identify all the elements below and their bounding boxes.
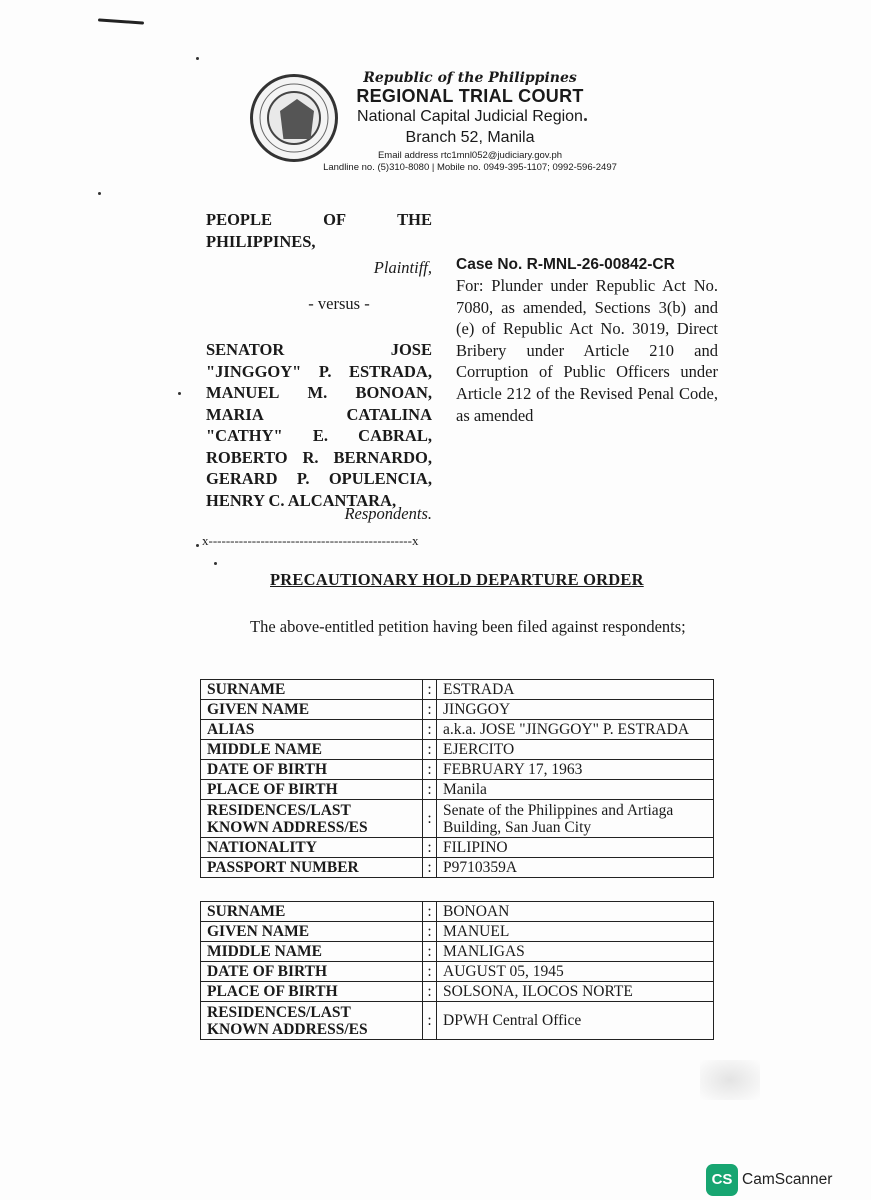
- row-label: GIVEN NAME: [201, 700, 423, 720]
- respondent-last-line: HENRY C. ALCANTARA,: [206, 490, 397, 510]
- header-region: National Capital Judicial Region: [357, 108, 583, 125]
- respondent-line: [206, 382, 432, 404]
- row-value: DPWH Central Office: [437, 1002, 714, 1040]
- row-label: DATE OF BIRTH: [201, 760, 423, 780]
- plaintiff-name: [206, 210, 432, 252]
- row-separator: :: [423, 780, 437, 800]
- row-value: AUGUST 05, 1945: [437, 962, 714, 982]
- respondent-word: P.: [318, 361, 332, 381]
- respondent-lines: [206, 339, 432, 490]
- row-separator: :: [423, 1002, 437, 1040]
- row-label: MIDDLE NAME: [201, 942, 423, 962]
- row-separator: :: [423, 858, 437, 878]
- header-phones: Landline no. (5)310-8080 | Mobile no. 0949-395-1107; 0992-596-2497: [323, 162, 617, 173]
- respondent-word: CATALINA: [346, 404, 432, 424]
- row-value: MANLIGAS: [437, 942, 714, 962]
- header-court-name: REGIONAL TRIAL COURT: [356, 86, 584, 106]
- row-label: DATE OF BIRTH: [201, 962, 423, 982]
- table-row: [201, 858, 714, 878]
- row-label: SURNAME: [201, 680, 423, 700]
- row-label: MIDDLE NAME: [201, 740, 423, 760]
- scan-speck: [178, 392, 181, 395]
- scan-speck: [214, 562, 217, 565]
- row-separator: :: [423, 962, 437, 982]
- versus-label: - versus -: [308, 294, 370, 313]
- row-separator: :: [423, 720, 437, 740]
- table-row: [201, 740, 714, 760]
- row-label: RESIDENCES/LAST KNOWN ADDRESS/ES: [201, 1002, 423, 1040]
- caption-separator: x-----------------------------------------------x: [202, 533, 419, 548]
- respondent-line: [206, 361, 432, 383]
- row-separator: :: [423, 982, 437, 1002]
- row-value: BONOAN: [437, 902, 714, 922]
- row-label: PASSPORT NUMBER: [201, 858, 423, 878]
- row-separator: :: [423, 800, 437, 838]
- order-intro-text: The above-entitled petition having been filed against respondents;: [250, 617, 686, 636]
- respondent-line: [206, 425, 432, 447]
- row-value: P9710359A: [437, 858, 714, 878]
- row-separator: :: [423, 838, 437, 858]
- table-row: [201, 982, 714, 1002]
- respondent-word: M.: [307, 383, 328, 402]
- plaintiff-role: Plaintiff,: [373, 258, 432, 277]
- row-label: PLACE OF BIRTH: [201, 780, 423, 800]
- respondent-word: MARIA: [206, 404, 264, 424]
- respondent-word: "JINGGOY": [206, 361, 302, 381]
- respondent-line: [206, 339, 432, 361]
- row-value: a.k.a. JOSE "JINGGOY" P. ESTRADA: [437, 720, 714, 740]
- row-separator: :: [423, 740, 437, 760]
- row-label: ALIAS: [201, 720, 423, 740]
- row-label: PLACE OF BIRTH: [201, 982, 423, 1002]
- respondent-word: SENATOR: [206, 340, 285, 359]
- scan-smudge: [700, 1060, 760, 1100]
- plaintiff-word: THE: [397, 210, 432, 229]
- respondent-word: R.: [302, 447, 319, 467]
- respondents-names: [206, 339, 432, 511]
- respondents-role: Respondents.: [344, 504, 432, 523]
- table-row: [201, 780, 714, 800]
- scan-speck: [98, 192, 101, 195]
- row-label: NATIONALITY: [201, 838, 423, 858]
- scan-speck: [196, 57, 199, 60]
- camscanner-text: CamScanner: [742, 1171, 833, 1188]
- table-row: [201, 720, 714, 740]
- row-label: SURNAME: [201, 902, 423, 922]
- row-value: ESTRADA: [437, 680, 714, 700]
- case-number: Case No. R-MNL-26-00842-CR: [456, 256, 675, 273]
- plaintiff-word: OF: [323, 210, 347, 229]
- respondent-line: [206, 468, 432, 490]
- plaintiff-line-1: [206, 210, 432, 230]
- table-row: [201, 760, 714, 780]
- row-separator: :: [423, 700, 437, 720]
- header-republic: Republic of the Philippines: [363, 70, 577, 86]
- respondent-word: P.: [296, 469, 310, 488]
- row-value: Manila: [437, 780, 714, 800]
- respondent-word: JOSE: [390, 340, 432, 359]
- respondent-word: ROBERTO: [206, 447, 288, 467]
- plaintiff-word: PEOPLE: [206, 210, 273, 229]
- row-separator: :: [423, 942, 437, 962]
- header-email: Email address rtc1mnl052@judiciary.gov.ph: [377, 150, 563, 161]
- respondent-line: [206, 404, 432, 426]
- table-row: [201, 902, 714, 922]
- row-value: FILIPINO: [437, 838, 714, 858]
- row-separator: :: [423, 902, 437, 922]
- court-seal: [250, 74, 338, 162]
- row-label: RESIDENCES/LAST KNOWN ADDRESS/ES: [201, 800, 423, 838]
- case-charges: For: Plunder under Republic Act No. 7080, as amended, Sections 3(b) and (e) of Republic Act No. 3019, Direct Bribery under Article 210 and Corruption of Public Officers under Article 212 of the Revised Penal Code, as amended: [456, 276, 718, 425]
- respondent-word: CABRAL,: [358, 426, 432, 445]
- row-separator: :: [423, 922, 437, 942]
- respondent-table-bonoan: [200, 901, 714, 1040]
- order-intro: [206, 616, 716, 638]
- table-row: [201, 942, 714, 962]
- row-value: FEBRUARY 17, 1963: [437, 760, 714, 780]
- row-value: JINGGOY: [437, 700, 714, 720]
- table-row: [201, 700, 714, 720]
- row-separator: :: [423, 760, 437, 780]
- row-label: GIVEN NAME: [201, 922, 423, 942]
- table-row: [201, 922, 714, 942]
- respondent-table-estrada: [200, 679, 714, 878]
- table-row: [201, 800, 714, 838]
- camscanner-logo: CS: [706, 1164, 738, 1196]
- row-separator: :: [423, 680, 437, 700]
- respondent-word: BERNARDO,: [333, 447, 432, 467]
- respondent-word: MANUEL: [206, 383, 280, 402]
- row-value: SOLSONA, ILOCOS NORTE: [437, 982, 714, 1002]
- scan-edge-mark: [98, 18, 144, 24]
- table-row: [201, 962, 714, 982]
- table-row: [201, 1002, 714, 1040]
- respondent-word: E.: [312, 426, 328, 445]
- respondent-word: ESTRADA,: [349, 361, 432, 381]
- row-value: Senate of the Philippines and Artiaga Building, San Juan City: [437, 800, 714, 838]
- respondent-word: OPULENCIA,: [328, 469, 432, 488]
- header-branch: Branch 52, Manila: [405, 129, 535, 146]
- row-value: MANUEL: [437, 922, 714, 942]
- respondent-word: "CATHY": [206, 426, 283, 445]
- respondent-line: [206, 447, 432, 469]
- respondent-word: GERARD: [206, 469, 278, 488]
- table-row: [201, 680, 714, 700]
- order-title: PRECAUTIONARY HOLD DEPARTURE ORDER: [270, 570, 644, 589]
- plaintiff-line-2: PHILIPPINES,: [206, 232, 316, 251]
- respondent-word: BONOAN,: [355, 383, 432, 402]
- row-value: EJERCITO: [437, 740, 714, 760]
- scan-speck: [196, 544, 199, 547]
- table-row: [201, 838, 714, 858]
